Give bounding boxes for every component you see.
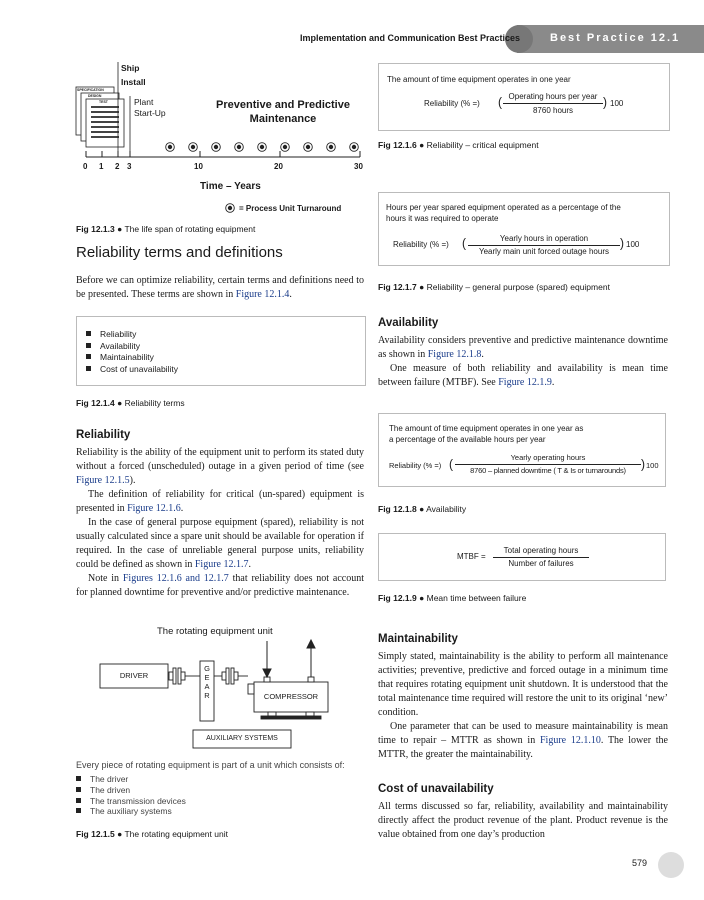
bullet-square-icon bbox=[86, 354, 91, 359]
list-item bbox=[76, 806, 186, 817]
fig-1217-lhs: Reliability (% =) bbox=[393, 240, 449, 249]
bullet-square-icon bbox=[86, 366, 91, 371]
fig-1216-caption-text: Reliability – critical equipment bbox=[426, 140, 539, 150]
bullet-square-icon bbox=[76, 776, 81, 781]
paren-right-icon: ) bbox=[641, 456, 645, 472]
outlet-arrow-icon bbox=[307, 640, 315, 648]
legend-marker-icon bbox=[226, 204, 235, 213]
fig-1219-lhs: MTBF = bbox=[457, 552, 486, 561]
list-item bbox=[76, 774, 186, 785]
fig-1219-number: Fig 12.1.9 bbox=[378, 593, 417, 603]
fig-1215-number: Fig 12.1.5 bbox=[76, 829, 115, 839]
availability-body bbox=[378, 334, 668, 390]
availability-p2-text: One measure of both reliability and availability is mean time between failure (MTBF). See bbox=[378, 363, 668, 388]
fig-1214-caption-text: Reliability terms bbox=[124, 398, 185, 408]
reliability-p1-end: ). bbox=[129, 475, 136, 486]
fig-1214-caption: Fig 12.1.4 ● Reliability terms bbox=[76, 398, 185, 408]
link-figure-1218[interactable]: Figure 12.1.8 bbox=[427, 349, 482, 360]
fig-1216-multiplier: 100 bbox=[610, 99, 624, 108]
tick-label-10: 10 bbox=[194, 162, 203, 171]
fig-1217-multiplier: 100 bbox=[626, 240, 640, 249]
maintainability-p1-text: Simply stated, maintainability is the ability to perform all maintenance activities; preventive, predictive and forced outage in a minimum time that requires rotating equipment unit shutdown. It is understood that the total maintenance time required will restore the unit to its original ‘new’ condition. bbox=[378, 651, 668, 718]
terms-intro-end: . bbox=[289, 289, 292, 300]
cost-body bbox=[378, 800, 668, 842]
availability-p2-end: . bbox=[551, 377, 555, 388]
list-item bbox=[86, 341, 178, 353]
gear-letter-g: G bbox=[204, 664, 210, 673]
unit-parts-list bbox=[76, 774, 186, 817]
part-driven: The driven bbox=[90, 784, 131, 795]
paren-right-icon: ) bbox=[603, 94, 607, 110]
fig-1215-caption: Fig 12.1.5 ● The rotating equipment unit bbox=[76, 829, 228, 839]
stage-install: Install bbox=[121, 77, 146, 87]
bullet-square-icon bbox=[76, 808, 81, 813]
paren-left-icon: ( bbox=[449, 456, 453, 472]
link-figure-1215[interactable]: Figure 12.1.5 bbox=[76, 475, 130, 486]
tick-label-30: 30 bbox=[354, 162, 363, 171]
fig-1213-caption: Fig 12.1.3 ● The life span of rotating equipment bbox=[76, 224, 256, 234]
driver-label: DRIVER bbox=[119, 671, 149, 680]
fig-1216-number: Fig 12.1.6 bbox=[378, 140, 417, 150]
bullet-square-icon bbox=[76, 787, 81, 792]
maintainability-p2-text: One parameter that can be used to measure maintainability is mean time to repair – MTTR as shown in bbox=[378, 721, 668, 746]
tick-label-3: 3 bbox=[127, 162, 132, 171]
bullet-square-icon bbox=[86, 343, 91, 348]
gear-letter-r: R bbox=[204, 691, 210, 700]
link-figure-1219[interactable]: Figure 12.1.9 bbox=[498, 377, 552, 388]
gear-letter-e: E bbox=[204, 673, 210, 682]
gear-label bbox=[200, 664, 214, 700]
bullet-square-icon bbox=[76, 798, 81, 803]
reliability-p4-end: that reliability does not account for planned downtime for preventive and/or predictive maintenance. bbox=[76, 573, 364, 598]
fig-1217-numerator: Yearly hours in operation bbox=[468, 233, 620, 246]
part-transmission: The transmission devices bbox=[90, 795, 186, 806]
maintainability-p2-end: . The lower the MTTR, the greater the maintainability. bbox=[378, 735, 669, 760]
fig-1219-numerator: Total operating hours bbox=[493, 545, 589, 558]
fig-1217-description-line2: hours it was required to operate bbox=[386, 214, 499, 223]
link-figure-12110[interactable]: Figure 12.1.10 bbox=[539, 735, 601, 746]
axis-label-time: Time – Years bbox=[200, 181, 261, 192]
fig-1213-caption-text: The life span of rotating equipment bbox=[124, 224, 256, 234]
list-item bbox=[86, 364, 178, 376]
list-item bbox=[76, 796, 186, 807]
turnaround-markers bbox=[166, 143, 359, 152]
fig-1216-lhs: Reliability (% =) bbox=[424, 99, 480, 108]
doc-label-design: DESIGN bbox=[88, 94, 102, 98]
fig-1218-caption: Fig 12.1.8 ● Availability bbox=[378, 504, 467, 514]
maintenance-heading-line1: Preventive and Predictive bbox=[216, 99, 350, 111]
fig-1218-numerator: Yearly operating hours bbox=[455, 452, 641, 465]
reliability-p1-text: Reliability is the ability of the equipment unit to perform its stated duty without a forced (unscheduled) outage in a given period of time (see bbox=[76, 447, 364, 472]
running-header-title: Implementation and Communication Best Practices bbox=[300, 33, 521, 43]
bullet-square-icon bbox=[86, 331, 91, 336]
tick-label-0: 0 bbox=[83, 162, 88, 171]
link-figure-1214[interactable]: Figure 12.1.4 bbox=[235, 289, 290, 300]
fig-1219-denominator: Number of failures bbox=[508, 559, 574, 568]
stage-plant: Plant bbox=[134, 97, 154, 107]
section-title-terms: Reliability terms and definitions bbox=[76, 244, 283, 261]
term-availability: Availability bbox=[100, 340, 141, 351]
fig-1213-number: Fig 12.1.3 bbox=[76, 224, 115, 234]
fig-1216-numerator: Operating hours per year bbox=[503, 91, 603, 104]
rotating-unit-title: The rotating equipment unit bbox=[157, 626, 273, 637]
fig-1219-box bbox=[378, 533, 666, 581]
fig-1218-description-line1: The amount of time equipment operates in one year as bbox=[389, 424, 584, 433]
stage-ship: Ship bbox=[121, 63, 140, 73]
reliability-p3-end: . bbox=[248, 559, 251, 570]
fig-1218-box bbox=[378, 413, 666, 487]
availability-p1-end: . bbox=[481, 349, 484, 360]
terms-intro-paragraph bbox=[76, 274, 364, 302]
list-item bbox=[86, 352, 178, 364]
terms-list bbox=[86, 329, 178, 375]
maintainability-body bbox=[378, 650, 668, 762]
list-item bbox=[86, 329, 178, 341]
compressor-label: COMPRESSOR bbox=[263, 692, 319, 701]
reliability-p3-text: In the case of general purpose equipment (spared), reliability is not usually calculated since a spare unit should be available for operation if required. In the case of unreliable general purpose units, reliability could be defined as shown in bbox=[76, 517, 364, 570]
legend-text: = Process Unit Turnaround bbox=[239, 204, 342, 213]
cost-p1-text: All terms discussed so far, reliability, availability and maintainability directly affect the product revenue of the plant. Product revenue is the value obtained from one day’s production bbox=[378, 801, 668, 840]
fig-1215-caption-text: The rotating equipment unit bbox=[124, 829, 228, 839]
paren-left-icon: ( bbox=[498, 94, 502, 110]
fig-1218-lhs: Reliability (% =) bbox=[389, 461, 442, 470]
fig-1217-caption-text: Reliability – general purpose (spared) equipment bbox=[426, 282, 610, 292]
reliability-body bbox=[76, 446, 364, 600]
inlet-arrow-icon bbox=[263, 669, 271, 677]
list-item bbox=[76, 785, 186, 796]
fig-1219-caption-text: Mean time between failure bbox=[426, 593, 527, 603]
paren-left-icon: ( bbox=[462, 235, 466, 251]
stage-startup: Start-Up bbox=[134, 108, 166, 118]
fig-1214-number: Fig 12.1.4 bbox=[76, 398, 115, 408]
fig-1216-description: The amount of time equipment operates in one year bbox=[387, 75, 571, 84]
doc-label-spec: SPECIFICATION bbox=[77, 88, 104, 92]
fig-1217-description-line1: Hours per year spared equipment operated as a percentage of the bbox=[386, 203, 621, 212]
tick-label-2: 2 bbox=[115, 162, 120, 171]
link-figures-1216-1217[interactable]: Figures 12.1.6 and 12.1.7 bbox=[122, 573, 229, 584]
tick-label-1: 1 bbox=[99, 162, 104, 171]
reliability-p4-text: Note in bbox=[88, 573, 123, 584]
fig-lifespan-diagram bbox=[72, 60, 372, 235]
gear-letter-a: A bbox=[204, 682, 210, 691]
tick-label-20: 20 bbox=[274, 162, 283, 171]
terms-intro-text: Before we can optimize reliability, certain terms and definitions need to be presented. These terms are shown in bbox=[76, 275, 364, 300]
fig-1218-multiplier: 100 bbox=[646, 461, 659, 470]
term-maintainability: Maintainability bbox=[100, 352, 154, 362]
heading-reliability: Reliability bbox=[76, 429, 131, 441]
paren-right-icon: ) bbox=[620, 235, 624, 251]
page-number-circle-decoration bbox=[658, 852, 684, 878]
fig-1214-box bbox=[76, 316, 366, 386]
page-number: 579 bbox=[632, 858, 648, 868]
doc-label-test: TEST bbox=[99, 100, 108, 104]
link-figure-1217[interactable]: Figure 12.1.7 bbox=[194, 559, 249, 570]
reliability-p2-text: The definition of reliability for critical (un-spared) equipment is presented in bbox=[76, 489, 364, 514]
heading-cost-unavailability: Cost of unavailability bbox=[378, 783, 494, 795]
fig-1217-caption: Fig 12.1.7 ● Reliability – general purpose (spared) equipment bbox=[378, 282, 610, 292]
rotating-unit-intro: Every piece of rotating equipment is part of a unit which consists of: bbox=[76, 760, 345, 770]
heading-availability: Availability bbox=[378, 317, 439, 329]
auxiliary-label: AUXILIARY SYSTEMS bbox=[206, 735, 278, 742]
term-cost-unavailability: Cost of unavailability bbox=[100, 363, 178, 374]
term-reliability: Reliability bbox=[100, 329, 137, 339]
reliability-p2-end: . bbox=[180, 503, 184, 514]
flow-arrows bbox=[263, 640, 315, 677]
heading-maintainability: Maintainability bbox=[378, 633, 458, 645]
link-figure-1216[interactable]: Figure 12.1.6 bbox=[127, 503, 181, 514]
fig-1217-number: Fig 12.1.7 bbox=[378, 282, 417, 292]
fig-1216-caption: Fig 12.1.6 ● Reliability – critical equipment bbox=[378, 140, 539, 150]
fig-1216-box bbox=[378, 63, 670, 131]
fig-1217-denominator: Yearly main unit forced outage hours bbox=[478, 247, 609, 256]
fig-1217-box bbox=[378, 192, 670, 266]
part-driver: The driver bbox=[90, 774, 129, 784]
fig-1218-caption-text: Availability bbox=[426, 504, 467, 514]
fig-1218-description-line2: a percentage of the available hours per year bbox=[389, 435, 546, 444]
fig-1218-number: Fig 12.1.8 bbox=[378, 504, 417, 514]
part-auxiliary: The auxiliary systems bbox=[90, 806, 172, 817]
fig-1216-denominator: 8760 hours bbox=[532, 106, 574, 115]
best-practice-badge: Best Practice 12.1 bbox=[550, 32, 681, 44]
rotating-unit-diagram bbox=[96, 636, 336, 754]
fig-1219-caption: Fig 12.1.9 ● Mean time between failure bbox=[378, 593, 527, 603]
availability-p1-text: Availability considers preventive and predictive maintenance downtime as shown in bbox=[378, 335, 668, 360]
maintenance-heading bbox=[190, 98, 376, 126]
fig-1218-denominator: 8760 – planned downtime ( T & Is or turnarounds) bbox=[470, 466, 626, 475]
maintenance-heading-line2: Maintenance bbox=[249, 113, 317, 125]
